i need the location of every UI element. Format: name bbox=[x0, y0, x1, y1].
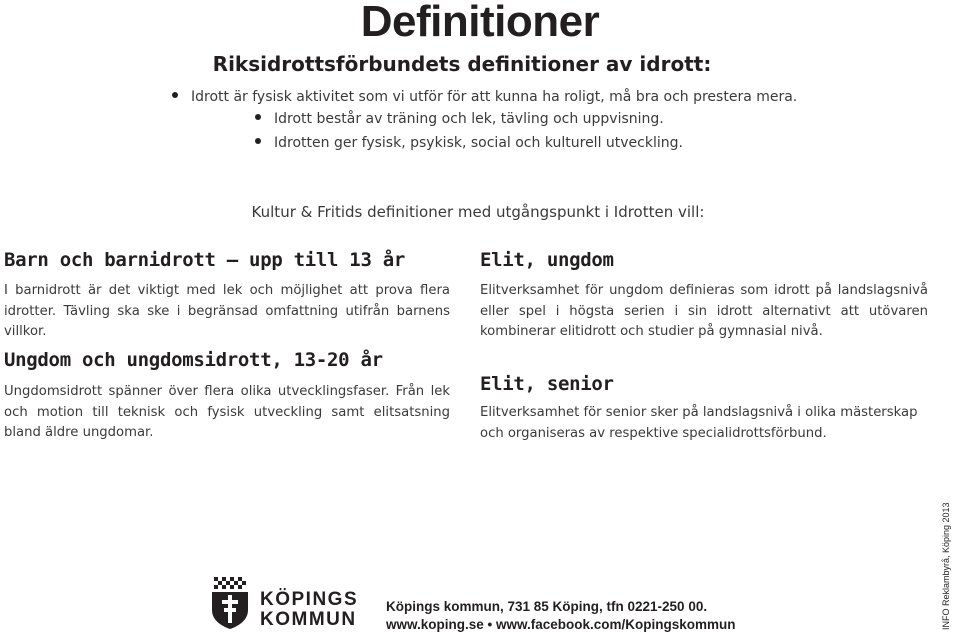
ungdom-text: Ungdomsidrott spänner över flera olika utvecklingsfaser. Från lek och motion till teknisk och fysisk utveckling samt elitsatsning bland äldre ungdomar. bbox=[4, 384, 450, 440]
bullet-dot-icon bbox=[255, 138, 261, 144]
footer-links: www.koping.se • www.facebook.com/Kopingskommun bbox=[386, 616, 736, 632]
elit-senior-text: Elitverksamhet för senior sker på landslagsnivå i olika mästerskap och organiseras av respektive specialidrottsförbund. bbox=[480, 405, 918, 441]
bullet-dot-icon bbox=[255, 114, 261, 120]
page-title: Definitioner bbox=[360, 0, 600, 46]
section-intro: Kultur & Fritids definitioner med utgångspunkt i Idrotten vill: bbox=[251, 203, 705, 221]
bullet-item bbox=[255, 110, 664, 128]
elit-ungdom-text: Elitverksamhet för ungdom definieras som idrott på landslagsnivå eller spel i högsta serien i sin idrott alternativt att utövaren kombinerar elitidrott och studier på gymnasial nivå. bbox=[480, 283, 928, 339]
kopings-crest-icon bbox=[211, 576, 249, 630]
bullet-dot-icon bbox=[172, 92, 178, 98]
logo-line-2: KOMMUN bbox=[260, 608, 357, 630]
credit-text: INFO Reklambyrå, Köping 2013 bbox=[941, 502, 951, 630]
elit-ungdom-heading: Elit, ungdom bbox=[480, 249, 614, 271]
bullet-item bbox=[172, 88, 797, 106]
kommun-logo-text bbox=[260, 590, 358, 629]
bullet-text: Idrotten ger fysisk, psykisk, social och kulturell utveckling. bbox=[274, 135, 683, 151]
barn-heading: Barn och barnidrott – upp till 13 år bbox=[4, 249, 406, 271]
page-subtitle: Riksidrottsförbundets definitioner av idrott: bbox=[212, 52, 712, 76]
logo-line-1: KÖPINGS bbox=[260, 589, 359, 610]
ungdom-heading: Ungdom och ungdomsidrott, 13-20 år bbox=[4, 349, 383, 371]
elit-senior-heading: Elit, senior bbox=[480, 373, 614, 395]
bullet-text: Idrott består av träning och lek, tävling och uppvisning. bbox=[274, 111, 664, 127]
barn-text: I barnidrott är det viktigt med lek och möjlighet att prova flera idrotter. Tävling ska ske i begränsad omfattning utifrån barnens villkor. bbox=[4, 283, 450, 339]
bullet-text: Idrott är fysisk aktivitet som vi utför för att kunna ha roligt, må bra och prestera mera. bbox=[191, 89, 798, 105]
footer-address: Köpings kommun, 731 85 Köping, tfn 0221-250 00. bbox=[386, 599, 708, 614]
bullet-item bbox=[255, 134, 683, 152]
footer-contact bbox=[386, 598, 736, 633]
